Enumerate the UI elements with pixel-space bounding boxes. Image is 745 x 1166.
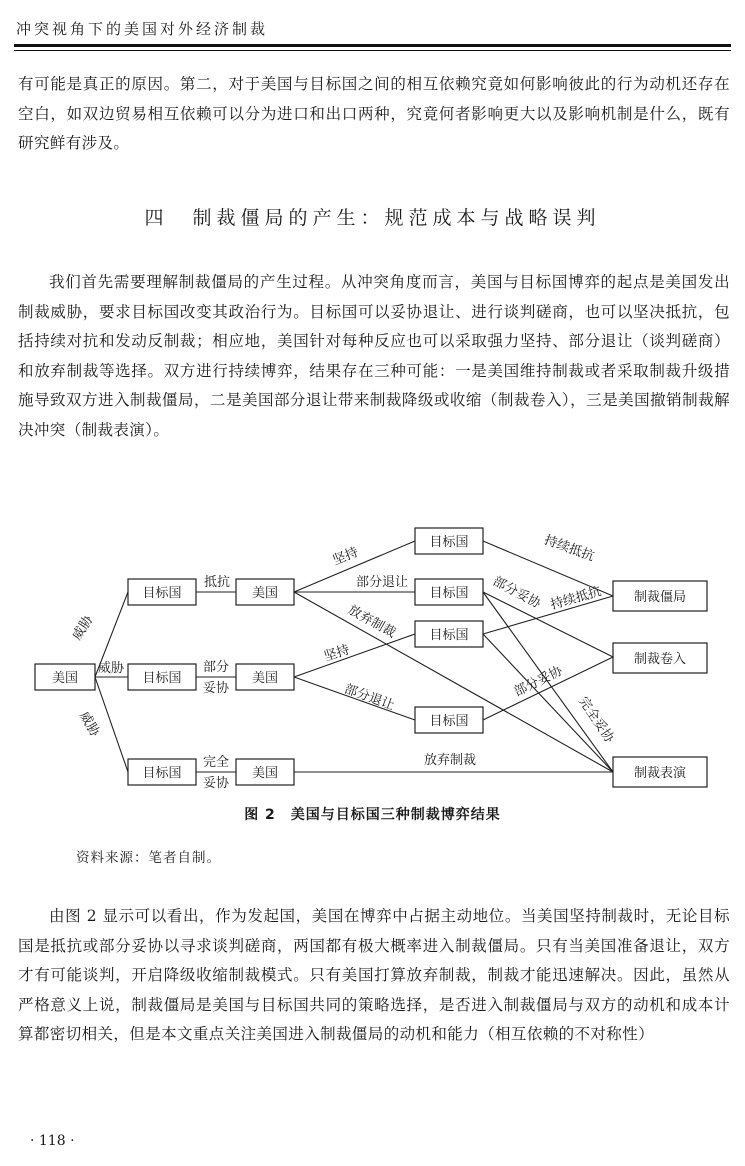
node-outcome-deadlock xyxy=(613,581,707,611)
edge-label-continue-resist: 持续抵抗 xyxy=(542,532,597,565)
node-target-b xyxy=(415,579,483,605)
node-us-2 xyxy=(236,664,294,690)
edge-label-continue-resist: 持续抵抗 xyxy=(548,584,604,614)
paragraph-3: 由图 2 显示可以看出，作为发起国，美国在博弈中占据主动地位。当美国坚持制裁时，无论目标国是抵抗或部分妥协以寻求谈判磋商，两国都有极大概率进入制裁僵局。只有当美国准备退让，双方才有可能谈判，开启降级收缩制裁模式。只有美国打算放弃制裁，制裁才能迅速解决。因此，虽然从严格意义上说，制裁僵局是美国与目标国共同的策略选择，是否进入制裁僵局与双方的动机和成本计算都密切相关，但是本文重点关注美国进入制裁僵局的动机和能力（相互依赖的不对称性） xyxy=(18,907,730,1043)
node-label: 目标国 xyxy=(429,628,469,643)
node-outcome-show xyxy=(613,757,707,787)
node-label: 制裁僵局 xyxy=(633,590,687,605)
node-label: 美国 xyxy=(251,671,279,686)
node-target-2 xyxy=(128,664,196,690)
node-label: 制裁卷入 xyxy=(633,652,687,667)
section-title: 四 制裁僵局的产生：规范成本与战略误判 xyxy=(144,207,601,229)
node-label: 美国 xyxy=(251,766,279,781)
figure-caption: 图 2 美国与目标国三种制裁博弈结果 xyxy=(244,807,501,823)
edge-label-resist: 抵抗 xyxy=(203,575,231,590)
node-target-1 xyxy=(128,579,196,605)
node-us-1 xyxy=(236,579,294,605)
node-label: 目标国 xyxy=(429,535,469,550)
edge-label-full-compromise: 完全 xyxy=(202,755,230,770)
node-label: 目标国 xyxy=(429,586,469,601)
edge-label-threat: 威胁 xyxy=(97,661,125,676)
node-label: 目标国 xyxy=(429,714,469,729)
node-outcome-involvement xyxy=(613,643,707,673)
paragraph-2: 我们首先需要理解制裁僵局的产生过程。从冲突角度而言，美国与目标国博弈的起点是美国发出制裁威胁，要求目标国改变其政治行为。目标国可以妥协退让、进行谈判磋商，也可以坚决抵抗，包括持续对抗和发动反制裁；相应地，美国针对每种反应也可以采取强力坚持、部分退让（谈判磋商）和放弃制裁等选择。双方进行持续博弈，结果存在三种可能：一是美国维持制裁或者采取制裁升级措施导致双方进入制裁僵局，二是美国部分退让带来制裁降级或收缩（制裁卷入），三是美国撤销制裁解决冲突（制裁表演）。 xyxy=(18,273,730,439)
edge-label-threat: 威胁 xyxy=(76,709,103,740)
edge-label-persist: 坚持 xyxy=(322,642,352,665)
edge-label-threat: 威胁 xyxy=(69,613,97,644)
edge-label-partial-compromise: 妥协 xyxy=(202,681,230,696)
node-label: 美国 xyxy=(51,671,79,686)
edge-label-abandon-sanctions: 放弃制裁 xyxy=(423,753,477,768)
paragraph-1: 有可能是真正的原因。第二，对于美国与目标国之间的相互依赖究竟如何影响彼此的行为动机还存在空白，如双边贸易相互依赖可以分为进口和出口两种，究竟何者影响更大以及影响机制是什么，既有研究鲜有涉及。 xyxy=(18,75,730,152)
edge-label-persist: 坚持 xyxy=(330,544,361,569)
node-label: 目标国 xyxy=(142,586,182,601)
edge-label-full-compromise: 妥协 xyxy=(202,776,230,791)
edge-label-complete-compromise: 完全妥协 xyxy=(575,694,617,746)
node-label: 美国 xyxy=(251,586,279,601)
edge-label-abandon-sanctions: 放弃制裁 xyxy=(345,602,399,642)
node-us-3 xyxy=(236,759,294,785)
header-rule-thin xyxy=(14,50,731,51)
page-number: · 118 · xyxy=(30,1133,75,1149)
node-label: 目标国 xyxy=(142,671,182,686)
node-target-a xyxy=(415,528,483,554)
edge-label-partial-retreat: 部分退让 xyxy=(355,575,409,590)
node-target-3 xyxy=(128,759,196,785)
figure-source: 资料来源：笔者自制。 xyxy=(76,850,221,866)
node-target-c xyxy=(415,621,483,647)
node-target-d xyxy=(415,707,483,733)
header-rule-thick xyxy=(14,44,731,47)
node-us-root xyxy=(35,664,95,690)
node-label: 制裁表演 xyxy=(633,766,687,781)
edge-label-partial-compromise: 部分妥协 xyxy=(511,663,566,700)
edge-label-partial-retreat: 部分退让 xyxy=(342,681,397,714)
node-label: 目标国 xyxy=(142,766,182,781)
diagram-edges xyxy=(95,541,613,772)
edge-label-partial-compromise: 部分妥协 xyxy=(490,574,544,612)
game-tree-diagram xyxy=(0,512,745,797)
running-header: 冲突视角下的美国对外经济制裁 xyxy=(16,20,269,38)
edge-label-partial-compromise: 部分 xyxy=(202,660,230,675)
